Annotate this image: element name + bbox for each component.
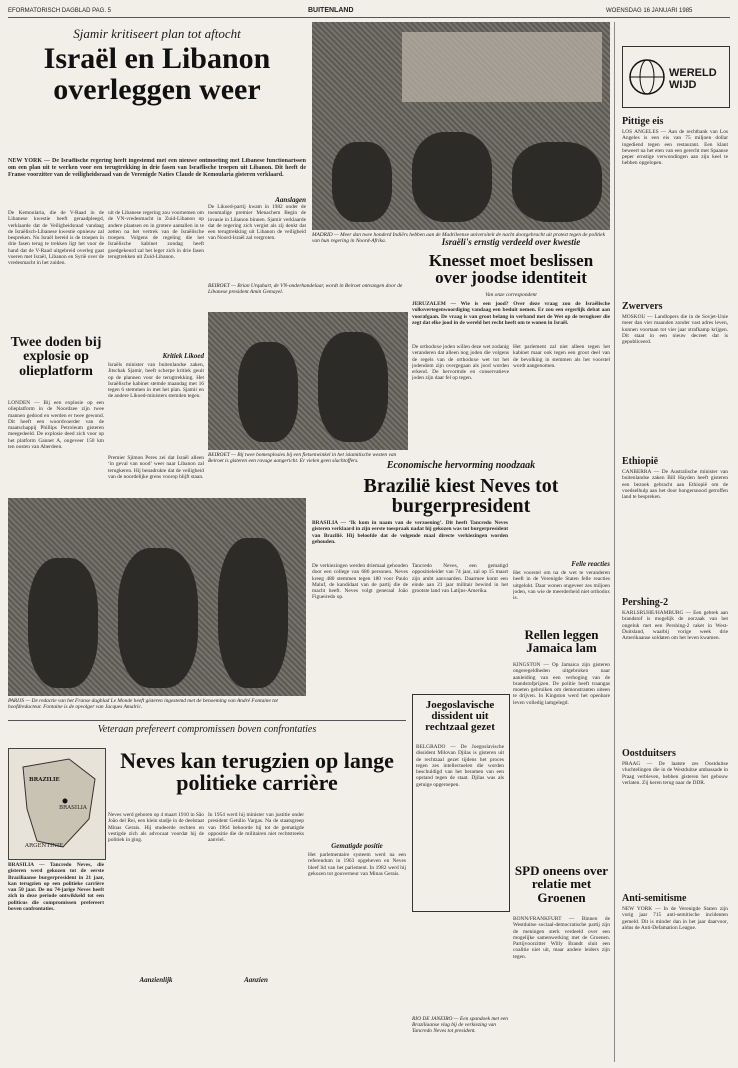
main-body-3: De Likoed-partij kwam in 1982 onder de toenmalige premier Menachem Begin de invasie in Libanon binnen. Sjamir verklaarde dat de regering zich vergist als zij denkt dat een terugtrekking uit Libanon de veiligheid van Noord-Israël zal vergroten. — [208, 204, 306, 242]
main-body: De Kemoularia, die de V-Raad in de Libanese kwestie heeft geraadpleegd, verklaarde dat de Veiligheidsraad vandaag de Israëlisch-Libanese kwestie opnieuw zal bespreken. Nu Israël bereid is de troepen in drie fasen terug te trekken ligt het voor de hand dat de V-Raad uitgebreid overleg gaat voeren met Israël, Libanon en Syrië over de vredesmacht in het zuiden. — [8, 210, 104, 267]
knesset-body: De orthodoxe joden willen deze wet zodanig veranderen dat alleen nog joden die volgens de regels van de orthodoxe wet tot het jodendom zijn overgegaan als jood worden erkend. De hervormde en conservatieve joden zijn daar fel op tegen. — [412, 344, 509, 382]
sidebar-text-3: CANBERRA — De Australische minister van buitenlandse zaken Bill Hayden heeft gisteren een bezoek gebracht aan Ethiopië om de voedselhulp aan het door hongersnood getroffen land te bespreken. — [622, 469, 728, 501]
map-label-brasilia: BRASILIA — [59, 805, 87, 811]
sidebar-head-5: Oostduitsers — [622, 748, 676, 759]
main-col-3 — [208, 158, 306, 324]
neves-body-2: In 1954 werd hij minister van justitie onder president Getúlio Vargas. Na de staatsgreep van 1964 behoorde hij tot de gematigde oppositie die de militairen niet rechtstreeks aanviel. — [208, 812, 304, 844]
sidebar-column — [622, 112, 728, 986]
main-subhead-aanslagen: Aanslagen — [275, 196, 306, 204]
neves-top-rule — [8, 720, 406, 721]
brazil-headline: Brazilië kiest Neves tot burgerpresident — [363, 475, 559, 518]
paris-photo — [8, 498, 306, 696]
brazil-kicker: Economische hervorming noodzaak — [386, 460, 536, 471]
madrid-photo — [312, 22, 610, 230]
spd-headline: SPD oneens over relatie met Groenen — [514, 863, 609, 905]
sidebar-head-3: Ethiopië — [622, 456, 659, 467]
brasilia-dot — [63, 799, 68, 804]
beirut-caption: BEIROET — Brian Urquhart, de VN-onderhandelaar, wordt in Beiroet ontvangen door de Libanese president Amin Gemayel. — [208, 283, 403, 295]
knesset-subhead: Felle reacties — [571, 560, 610, 568]
knesset-kicker: Israëli's ernstig verdeeld over kwestie — [441, 237, 581, 247]
paris-caption: PARIJS — De redactie van het Franse dagblad Le Monde heeft gisteren ingestemd met de benoeming van André Fontaine tot hoofdredacteur. Fontaine is de opvolger van Jacques Amalric. — [8, 698, 278, 710]
beirut2-caption: BEIROET — Bij twee bomexplosies bij een fietsenwinkel in het islamitische westen van Beiroet is gisteren een ravage aangericht. Er vielen geen slachtoffers. — [208, 452, 397, 464]
paper-name: EFORMATORISCH DAGBLAD PAG. 5 — [8, 8, 112, 14]
main-subhead-kritiek: Kritiek Likoed — [162, 352, 204, 360]
knesset-lead: JERUZALEM — Wie is een jood? Over deze vraag zou de Israëlische volksvertegenwoordiging vandaag een besluit nemen. Er zou een ergerlijk debat aan voorafgaan. De vraag is van groot belang in verband met de Wet op de terugkeer die zegt dat elke jood in de wereld het recht heeft om te wonen in Israël. — [412, 301, 610, 326]
sidebar-head-2: Zwervers — [622, 301, 663, 312]
sidebar-text-4: KARLSRUHE/HAMBURG — Een gebrek aan brandstof is mogelijk de oorzaak van het ongeluk met een Pershing-2 raket in West-Duitsland, waarbij vorige week drie Amerikaanse soldaten om het leven kwamen. — [622, 610, 728, 642]
wereld-wijd-logo — [622, 46, 730, 108]
yugoslav-headline: Joegoslavische dissident uit rechtzaal gezet — [425, 699, 495, 734]
map-label-argentina: ARGENTINIE — [25, 843, 64, 849]
knesset-body-2: Het parlement zal niet alleen tegen het kabinet maar ook tegen een groot deel van de bevolking in stemmen als het voorstel wordt aangenomen. — [513, 344, 610, 369]
neves-lead: BRASILIA — Tancredo Neves, die gisteren werd gekozen tot de eerste Braziliaanse burgerpresident in 21 jaar, kan terugzien op een politieke carrière van 50 jaar. De nu 74-jarige Neves heeft zich in deze periode ontwikkeld tot een politicus die compromissen prefereert boven confrontaties. — [8, 862, 104, 913]
main-lead: NEW YORK — De Israëlische regering heeft ingestemd met een nieuwe ontmoeting met Libanese functionarissen om een plan uit te werken voor een terugtrekking in drie fasen van Israëlische troepen uit Libanon. Dit heeft de Franse voorzitter van de veiligheidsraad van de Verenigde Naties Claude de Kemoularia gisteren verklaard. — [8, 158, 306, 178]
knesset-body-3: Het voorstel om na de wet te veranderen heeft in de Verenigde Staten felle reacties uitgelokt. Daar wonen ongeveer zes miljoen joden, van wie de meerderheid niet orthodox is. — [513, 570, 610, 602]
neves-subhead-2: Gematigde positie — [331, 842, 383, 850]
neves-body: Neves werd geboren op 4 maart 1910 in São João del Rei, een klein stadje in de deelstaat Minas Gerais. Hij studeerde rechten en vestigde zich als advocaat voordat hij de politiek in ging. — [108, 812, 204, 844]
brazil-shape — [23, 759, 95, 847]
spd-body: BONN/FRANKFURT — Binnen de Westduitse sociaal-democratische partij zijn de meningen sterk verdeeld over een mogelijke samenwerking met de Groenen. Partijvoorzitter Willy Brandt sluit een coalitie niet uit, maar andere leiders zijn tegen. — [513, 916, 610, 960]
madrid-caption: MADRID — Meer dan twee honderd Indiërs hebben aan de Madrileense universiteit de nacht doorgebracht uit protest tegen de politiek van hun regering in Noord-Afrika. — [312, 232, 605, 244]
map-label-brazil: BRAZILIE — [29, 777, 60, 783]
brazil-map — [8, 748, 106, 860]
main-kicker: Sjamir kritiseert plan tot aftocht — [73, 26, 241, 41]
brazil-lead: BRASILIA — ‘Ik kom in naam van de verzoening’. Dit heeft Tancredo Neves gisteren verklaard in zijn eerste toespraak nadat hij gekozen was tot burgerpresident van Brazilië. Hij beloofde dat de volgende maal directe verkiezingen worden gehouden. — [312, 520, 508, 545]
neves-body-3: Het parlementaire systeem werd na een referendum in 1963 opgeheven en Neves bleef lid van het parlement. In 1982 werd hij gekozen tot gouverneur van Minas Gerais. — [308, 852, 406, 877]
main-body-4: Israëls minister van buitenlandse zaken, Jitschak Sjamir, heeft scherpe kritiek geuit op de plannen voor de terugtrekking. Het Israëlische kabinet stemde maandag met 16 tegen 6 stemmen in met het plan. Sjamir en de andere Likoed-ministers stemden tegen. — [108, 362, 204, 400]
beirut-photo — [208, 312, 408, 450]
knesset-byline: Van onze correspondent — [485, 292, 537, 298]
explosion-headline: Twee doden bij explosie op olieplatform — [10, 335, 102, 379]
brazil-body-2: Tancredo Neves, een gematigd oppositieleider van 74 jaar, zal op 15 maart zijn ambt aanvaarden. Daarmee komt een einde aan 21 jaar militair bewind in het grootste land van Latijns-Amerika. — [412, 563, 508, 595]
brazil-body: De verkiezingen werden driemaal gehouden door een college van 686 personen. Neves kreeg 480 stemmen tegen 180 voor Paulo Maluf, de kandidaat van de partij die de macht heeft. Neves volgt generaal João Figueiredo op. — [312, 563, 408, 601]
jamaica-body: KINGSTON — Op Jamaica zijn gisteren ongeregeldheden uitgebroken naar aanleiding van een verhoging van de brandstofprijzen. De politie heeft traangas moeten gebruiken om demonstranten uiteen te drijven. In Kingston werd het openbare leven volledig lamgelegd. — [513, 662, 610, 706]
main-story — [8, 22, 306, 105]
sidebar-text-5: PRAAG — De laatste zes Oostduitse vluchtelingen die in de Westduitse ambassade in Praag verbleven, hebben gisteren het gebouw verlaten. Zij keren terug naar de DDR. — [622, 761, 728, 786]
sidebar-text-1: LOS ANGELES — Aan de rechtbank van Los Angeles is een eis van 75 miljoen dollar ingediend tegen een restaurant. Een klant beweert na het eten van een gerecht met Spaanse peper ernstige verwondingen aan zijn keel te hebben opgelopen. — [622, 129, 728, 167]
header-rule — [8, 17, 730, 18]
sidebar-rule — [614, 22, 615, 1062]
neves-subhead-3: Aanzien — [244, 976, 268, 984]
sidebar-head-4: Pershing-2 — [622, 597, 669, 608]
neves-subhead-1: Aanzienlijk — [139, 976, 173, 984]
sidebar-text-2: MOSKOU — Landlopers die in de Sovjet-Unie meer dan vier maanden zonder vast adres leven, kunnen voortaan tot vier jaar strafkamp krijgen. Dit staat in een nieuw decreet dat is gepubliceerd. — [622, 314, 728, 346]
sidebar-head-6: Anti-semitisme — [622, 893, 687, 904]
main-body-2: uit de Libanese regering zou voornemen om de VN-vredesmacht in Zuid-Libanon op andere plaatsen en in grotere aantallen in te zetten na het vertrek van de Israëlische troepen. Volgens de regeling die het Israëlische kabinet zondag heeft goedgekeurd zal het leger zich in drie fasen terugtrekken uit Zuid-Libanon. — [108, 210, 204, 261]
neves-kicker: Veteraan prefereert compromissen boven confrontaties — [97, 724, 317, 735]
main-body-5: Premier Sjimon Peres zei dat Israël alleen ‘in geval van nood’ weer naar Libanon zal terugkeren. Hij benadrukte dat de veiligheid van de noordelijke grens voorop blijft staan. — [108, 455, 204, 480]
yugoslav-body: BELGRADO — De Joegoslavische dissident Milovan Djilas is gisteren uit de rechtzaal gezet tijdens het proces tegen zes intellectuelen die worden beschuldigd van het beramen van een opstand tegen de staat. Djilas was als getuige opgeroepen. — [416, 744, 504, 788]
globe-icon — [627, 57, 667, 97]
neves-headline: Neves kan terugzien op lange politieke carrière — [120, 748, 394, 796]
main-headline: Israël en Libanon overleggen weer — [43, 42, 271, 106]
knesset-headline: Knesset moet beslissen over joodse identiteit — [428, 251, 594, 288]
sidebar-text-6: NEW YORK — In de Verenigde Staten zijn vorig jaar 715 anti-semitische incidenten gemeld. Dit is minder dan in het jaar daarvoor, aldus de Anti-Defamation League. — [622, 906, 728, 931]
section-title: BUITENLAND — [308, 7, 354, 14]
explosion-body: LONDEN — Bij een explosie op een olieplatform in de Noordzee zijn twee mannen gedood en werden er twee gewond. Dit heeft een woordvoerder van de maatschappij Phillips Petroleum gisteren meegedeeld. De explosie deed zich voor op het platform Gannet A, ongeveer 150 km ten oosten van Aberdeen. — [8, 400, 104, 451]
sidebar-title: WERELD WIJD — [669, 67, 717, 91]
rio-caption: RIO DE JANEIRO — Een spandoek met een Braziliaanse vlag bij de verkiezing van Tancredo Neves tot president. — [412, 1016, 508, 1034]
jamaica-headline: Rellen leggen Jamaica lam — [524, 627, 599, 656]
sidebar-head-1: Pittige eis — [622, 116, 664, 127]
issue-date: WOENSDAG 16 JANUARI 1985 — [606, 8, 693, 14]
